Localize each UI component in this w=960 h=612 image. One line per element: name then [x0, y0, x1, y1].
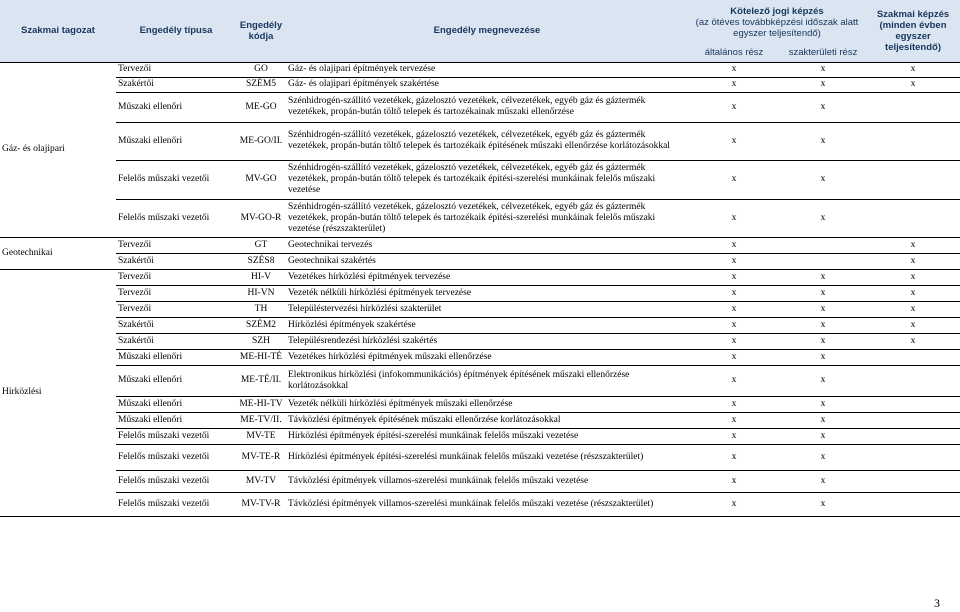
row-special-mark: x [780, 317, 866, 333]
row-general-mark: x [688, 412, 780, 428]
row-general-mark: x [688, 470, 780, 492]
row-type: Szakértői [116, 317, 236, 333]
row-yearly-mark: x [866, 301, 960, 317]
table-row [0, 317, 960, 333]
row-general-mark: x [688, 365, 780, 396]
header-required-sub: (az ötéves továbbképzési időszak alatt egyszer teljesítendő) [695, 16, 859, 39]
row-name: Hírközlési építmények építési-szerelési munkáinak felelős műszaki vezetése (részszakterület) [286, 444, 688, 470]
row-special-mark: x [780, 77, 866, 92]
row-code: SZÉM5 [236, 77, 286, 92]
row-special-mark: x [780, 396, 866, 412]
row-name: Vezetékes hírközlési építmények tervezése [286, 269, 688, 285]
table-row [0, 77, 960, 92]
row-yearly-mark [866, 92, 960, 122]
header-code: Engedély kódja [236, 0, 286, 62]
row-special-mark: x [780, 412, 866, 428]
row-type: Szakértői [116, 333, 236, 349]
row-yearly-mark [866, 396, 960, 412]
row-type: Felelős műszaki vezetői [116, 199, 236, 237]
row-special-mark: x [780, 92, 866, 122]
row-special-mark: x [780, 285, 866, 301]
row-code: GT [236, 237, 286, 253]
row-yearly-mark [866, 412, 960, 428]
row-special-mark: x [780, 199, 866, 237]
row-type: Tervezői [116, 285, 236, 301]
row-general-mark: x [688, 253, 780, 269]
row-code: ME-HI-TÉ [236, 349, 286, 365]
table-row [0, 92, 960, 122]
row-type: Felelős műszaki vezetői [116, 444, 236, 470]
header-yearly-label: Szakmai képzés (minden évben egyszer teljesítendő) [876, 8, 950, 53]
row-special-mark: x [780, 470, 866, 492]
row-special-mark [780, 253, 866, 269]
row-code: ME-TÉ/II. [236, 365, 286, 396]
table-row [0, 349, 960, 365]
table-row [0, 333, 960, 349]
table-row [0, 428, 960, 444]
row-general-mark: x [688, 62, 780, 77]
header-general: általános rész [688, 44, 780, 62]
row-general-mark: x [688, 444, 780, 470]
row-type: Műszaki ellenőri [116, 365, 236, 396]
row-code: TH [236, 301, 286, 317]
row-special-mark: x [780, 428, 866, 444]
row-type: Tervezői [116, 269, 236, 285]
row-name: Elektronikus hírközlési (infokommunikációs) építmények építésének műszaki ellenőrzése korlátozásokkal [286, 365, 688, 396]
row-type: Műszaki ellenőri [116, 349, 236, 365]
table-body [0, 62, 960, 516]
table-row [0, 365, 960, 396]
row-code: HI-VN [236, 285, 286, 301]
row-name: Településtervezési hírközlési szakterület [286, 301, 688, 317]
row-type: Műszaki ellenőri [116, 396, 236, 412]
row-code: GO [236, 62, 286, 77]
table-row [0, 62, 960, 77]
row-general-mark: x [688, 492, 780, 516]
page-number: 3 [934, 596, 940, 610]
group-gas: Gáz- és olajipari [0, 62, 116, 237]
row-name: Gáz- és olajipari építmények szakértése [286, 77, 688, 92]
row-type: Tervezői [116, 301, 236, 317]
row-special-mark: x [780, 269, 866, 285]
row-type: Felelős műszaki vezetői [116, 160, 236, 199]
row-yearly-mark: x [866, 317, 960, 333]
row-general-mark: x [688, 77, 780, 92]
row-type: Felelős műszaki vezetői [116, 428, 236, 444]
row-yearly-mark [866, 160, 960, 199]
row-yearly-mark [866, 470, 960, 492]
row-yearly-mark [866, 428, 960, 444]
row-special-mark: x [780, 349, 866, 365]
row-name: Távközlési építmények villamos-szerelési munkáinak felelős műszaki vezetése [286, 470, 688, 492]
table-row [0, 396, 960, 412]
row-yearly-mark [866, 444, 960, 470]
row-general-mark: x [688, 301, 780, 317]
table-row [0, 253, 960, 269]
row-code: MV-GO [236, 160, 286, 199]
row-name: Vezetékes hírközlési építmények műszaki ellenőrzése [286, 349, 688, 365]
header-required [688, 0, 866, 44]
row-name: Hírközlési építmények szakértése [286, 317, 688, 333]
row-special-mark [780, 237, 866, 253]
row-general-mark: x [688, 92, 780, 122]
row-yearly-mark: x [866, 237, 960, 253]
row-special-mark: x [780, 62, 866, 77]
header-yearly [866, 0, 960, 62]
row-special-mark: x [780, 365, 866, 396]
row-type: Szakértői [116, 77, 236, 92]
header-type: Engedély típusa [116, 0, 236, 62]
table-row [0, 199, 960, 237]
row-code: MV-TE [236, 428, 286, 444]
row-general-mark: x [688, 160, 780, 199]
row-name: Településrendezési hírközlési szakértés [286, 333, 688, 349]
table-row [0, 470, 960, 492]
row-code: SZH [236, 333, 286, 349]
row-type: Szakértői [116, 253, 236, 269]
row-code: MV-TE-R [236, 444, 286, 470]
row-yearly-mark [866, 122, 960, 160]
table-row [0, 285, 960, 301]
row-code: ME-TV/II. [236, 412, 286, 428]
row-type: Műszaki ellenőri [116, 122, 236, 160]
row-yearly-mark: x [866, 333, 960, 349]
row-special-mark: x [780, 301, 866, 317]
row-general-mark: x [688, 428, 780, 444]
row-general-mark: x [688, 396, 780, 412]
row-code: SZÉM2 [236, 317, 286, 333]
row-general-mark: x [688, 237, 780, 253]
row-special-mark: x [780, 160, 866, 199]
row-special-mark: x [780, 333, 866, 349]
row-general-mark: x [688, 333, 780, 349]
row-general-mark: x [688, 317, 780, 333]
row-code: HI-V [236, 269, 286, 285]
row-general-mark: x [688, 269, 780, 285]
row-name: Szénhidrogén-szállító vezetékek, gázelosztó vezetékek, célvezetékek, egyéb gáz és gáztermék vezetékek, propán-bután töltő telepek és tartozékainak műszaki ellenőrzése [286, 92, 688, 122]
row-yearly-mark: x [866, 77, 960, 92]
row-general-mark: x [688, 285, 780, 301]
row-code: MV-GO-R [236, 199, 286, 237]
header-name: Engedély megnevezése [286, 0, 688, 62]
row-name: Vezeték nélküli hírközlési építmények műszaki ellenőrzése [286, 396, 688, 412]
row-type: Tervezői [116, 62, 236, 77]
row-name: Geotechnikai tervezés [286, 237, 688, 253]
row-special-mark: x [780, 492, 866, 516]
table-row [0, 160, 960, 199]
row-yearly-mark: x [866, 253, 960, 269]
row-type: Műszaki ellenőri [116, 92, 236, 122]
row-special-mark: x [780, 444, 866, 470]
row-general-mark: x [688, 349, 780, 365]
row-yearly-mark: x [866, 285, 960, 301]
table-row [0, 412, 960, 428]
row-yearly-mark [866, 349, 960, 365]
row-name: Vezeték nélküli hírközlési építmények tervezése [286, 285, 688, 301]
table-row [0, 301, 960, 317]
row-code: ME-GO [236, 92, 286, 122]
row-name: Szénhidrogén-szállító vezetékek, gázelosztó vezetékek, célvezetékek, egyéb gáz és gáztermék vezetékek, propán-bután töltő telepek és tartozékaik építési-szerelési munkáinak felelős műszaki vezetése (részszakterület) [286, 199, 688, 237]
header-required-title: Kötelező jogi képzés [730, 5, 824, 17]
row-code: MV-TV-R [236, 492, 286, 516]
group-geo: Geotechnikai [0, 237, 116, 269]
row-general-mark: x [688, 122, 780, 160]
row-name: Gáz- és olajipari építmények tervezése [286, 62, 688, 77]
row-yearly-mark [866, 365, 960, 396]
table-row [0, 444, 960, 470]
table-row [0, 122, 960, 160]
row-code: SZÉS8 [236, 253, 286, 269]
row-yearly-mark [866, 492, 960, 516]
row-type: Műszaki ellenőri [116, 412, 236, 428]
row-code: ME-HI-TV [236, 396, 286, 412]
table-row [0, 269, 960, 285]
row-special-mark: x [780, 122, 866, 160]
table-row [0, 492, 960, 516]
row-name: Távközlési építmények építésének műszaki ellenőrzése korlátozásokkal [286, 412, 688, 428]
row-name: Hírközlési építmények építési-szerelési munkáinak felelős műszaki vezetése [286, 428, 688, 444]
row-code: MV-TV [236, 470, 286, 492]
row-yearly-mark [866, 199, 960, 237]
group-hir: Hírközlési [0, 269, 116, 516]
row-yearly-mark: x [866, 269, 960, 285]
row-general-mark: x [688, 199, 780, 237]
header-domain: Szakmai tagozat [0, 0, 116, 62]
row-name: Szénhidrogén-szállító vezetékek, gázelosztó vezetékek, célvezetékek, egyéb gáz és gáztermék vezetékek, propán-bután töltő telepek és tartozékaik építési-szerelési munkáinak felelős műszaki vezetése [286, 160, 688, 199]
row-type: Felelős műszaki vezetői [116, 492, 236, 516]
row-name: Geotechnikai szakértés [286, 253, 688, 269]
row-code: ME-GO/II. [236, 122, 286, 160]
row-name: Távközlési építmények villamos-szerelési munkáinak felelős műszaki vezetése (részszakterület) [286, 492, 688, 516]
table-row [0, 237, 960, 253]
row-yearly-mark: x [866, 62, 960, 77]
header-special: szakterületi rész [780, 44, 866, 62]
row-type: Felelős műszaki vezetői [116, 470, 236, 492]
row-type: Tervezői [116, 237, 236, 253]
row-name: Szénhidrogén-szállító vezetékek, gázelosztó vezetékek, célvezetékek, egyéb gáz és gáztermék vezetékek, propán-bután töltő telepek és tartozékaik építésének műszaki ellenőrzése korlátozásokkal [286, 122, 688, 160]
